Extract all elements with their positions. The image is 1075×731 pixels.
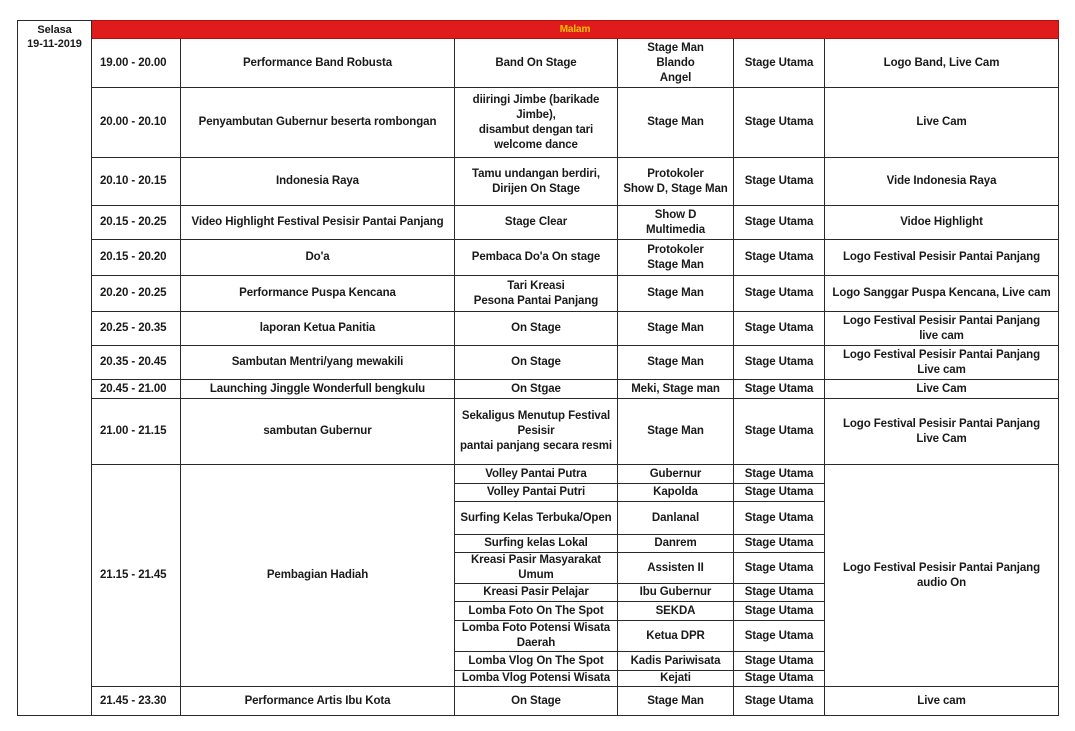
media-cell: Live cam: [825, 687, 1059, 716]
time-cell: 19.00 - 20.00: [92, 39, 181, 88]
venue-cell: Stage Utama: [734, 312, 825, 346]
venue-cell: Stage Utama: [734, 158, 825, 206]
schedule-row: [18, 380, 1059, 399]
event-cell: Performance Band Robusta: [181, 39, 455, 88]
action-cell: Tamu undangan berdiri, Dirijen On Stage: [455, 158, 618, 206]
session-header-row: [18, 21, 1059, 39]
venue-cell: Stage Utama: [734, 553, 825, 584]
award-category-cell: Kreasi Pasir Masyarakat Umum: [455, 553, 618, 584]
time-cell: 20.15 - 20.25: [92, 206, 181, 240]
action-cell: Sekaligus Menutup Festival Pesisir pantai panjang secara resmi: [455, 399, 618, 465]
day-cell: [18, 21, 92, 716]
award-presenter-cell: Danlanal: [618, 502, 734, 535]
event-cell: Sambutan Mentri/yang mewakili: [181, 346, 455, 380]
media-cell: Logo Festival Pesisir Pantai Panjang live cam: [825, 312, 1059, 346]
venue-cell: Stage Utama: [734, 602, 825, 621]
day-name: Selasa: [37, 24, 72, 36]
action-cell: On Stage: [455, 346, 618, 380]
venue-cell: Stage Utama: [734, 88, 825, 158]
time-cell: 20.15 - 20.20: [92, 240, 181, 276]
pic-cell: Protokoler Show D, Stage Man: [618, 158, 734, 206]
award-category-cell: Lomba Foto On The Spot: [455, 602, 618, 621]
award-category-cell: Volley Pantai Putri: [455, 484, 618, 502]
pic-cell: Stage Man: [618, 399, 734, 465]
schedule-row: [18, 39, 1059, 88]
venue-cell: Stage Utama: [734, 502, 825, 535]
media-cell: Live Cam: [825, 88, 1059, 158]
event-cell: Pembagian Hadiah: [181, 465, 455, 687]
award-category-cell: Lomba Vlog On The Spot: [455, 652, 618, 671]
action-cell: On Stgae: [455, 380, 618, 399]
media-cell: Logo Festival Pesisir Pantai Panjang Live Cam: [825, 399, 1059, 465]
venue-cell: Stage Utama: [734, 652, 825, 671]
award-presenter-cell: Danrem: [618, 535, 734, 553]
time-cell: 20.10 - 20.15: [92, 158, 181, 206]
action-cell: Band On Stage: [455, 39, 618, 88]
action-cell: Pembaca Do'a On stage: [455, 240, 618, 276]
pic-cell: Stage Man: [618, 687, 734, 716]
award-presenter-cell: SEKDA: [618, 602, 734, 621]
session-header: Malam: [92, 21, 1059, 39]
action-cell: Tari Kreasi Pesona Pantai Panjang: [455, 276, 618, 312]
media-cell: Vide Indonesia Raya: [825, 158, 1059, 206]
event-cell: laporan Ketua Panitia: [181, 312, 455, 346]
award-category-cell: Volley Pantai Putra: [455, 465, 618, 484]
media-cell: Logo Band, Live Cam: [825, 39, 1059, 88]
event-cell: Launching Jinggle Wonderfull bengkulu: [181, 380, 455, 399]
venue-cell: Stage Utama: [734, 380, 825, 399]
action-cell: On Stage: [455, 312, 618, 346]
time-cell: 21.45 - 23.30: [92, 687, 181, 716]
media-cell: Logo Festival Pesisir Pantai Panjang: [825, 240, 1059, 276]
time-cell: 21.15 - 21.45: [92, 465, 181, 687]
award-presenter-cell: Ketua DPR: [618, 621, 734, 652]
schedule-row: [18, 206, 1059, 240]
venue-cell: Stage Utama: [734, 465, 825, 484]
time-cell: 20.25 - 20.35: [92, 312, 181, 346]
media-cell: Logo Festival Pesisir Pantai Panjang Live cam: [825, 346, 1059, 380]
event-cell: Video Highlight Festival Pesisir Pantai Panjang: [181, 206, 455, 240]
schedule-table: [17, 20, 1059, 716]
schedule-row: [18, 88, 1059, 158]
pic-cell: Stage Man: [618, 276, 734, 312]
award-row: [18, 465, 1059, 484]
venue-cell: Stage Utama: [734, 584, 825, 602]
time-cell: 20.20 - 20.25: [92, 276, 181, 312]
schedule-row: [18, 276, 1059, 312]
venue-cell: Stage Utama: [734, 535, 825, 553]
award-presenter-cell: Kadis Pariwisata: [618, 652, 734, 671]
venue-cell: Stage Utama: [734, 346, 825, 380]
venue-cell: Stage Utama: [734, 399, 825, 465]
schedule-row: [18, 158, 1059, 206]
media-cell: Logo Festival Pesisir Pantai Panjang audio On: [825, 465, 1059, 687]
event-cell: Performance Artis Ibu Kota: [181, 687, 455, 716]
action-cell: diiringi Jimbe (barikade Jimbe), disambut dengan tari welcome dance: [455, 88, 618, 158]
pic-cell: Protokoler Stage Man: [618, 240, 734, 276]
venue-cell: Stage Utama: [734, 484, 825, 502]
award-presenter-cell: Kejati: [618, 671, 734, 687]
award-category-cell: Kreasi Pasir Pelajar: [455, 584, 618, 602]
pic-cell: Stage Man: [618, 346, 734, 380]
event-cell: sambutan Gubernur: [181, 399, 455, 465]
award-category-cell: Lomba Vlog Potensi Wisata: [455, 671, 618, 687]
award-category-cell: Surfing kelas Lokal: [455, 535, 618, 553]
pic-cell: Stage Man: [618, 312, 734, 346]
action-cell: On Stage: [455, 687, 618, 716]
pic-cell: Stage Man Blando Angel: [618, 39, 734, 88]
time-cell: 20.35 - 20.45: [92, 346, 181, 380]
venue-cell: Stage Utama: [734, 671, 825, 687]
time-cell: 20.00 - 20.10: [92, 88, 181, 158]
award-presenter-cell: Assisten II: [618, 553, 734, 584]
venue-cell: Stage Utama: [734, 276, 825, 312]
award-presenter-cell: Kapolda: [618, 484, 734, 502]
venue-cell: Stage Utama: [734, 39, 825, 88]
event-cell: Do'a: [181, 240, 455, 276]
media-cell: Live Cam: [825, 380, 1059, 399]
time-cell: 20.45 - 21.00: [92, 380, 181, 399]
schedule-row: [18, 240, 1059, 276]
action-cell: Stage Clear: [455, 206, 618, 240]
venue-cell: Stage Utama: [734, 240, 825, 276]
event-cell: Indonesia Raya: [181, 158, 455, 206]
day-date: 19-11-2019: [27, 38, 82, 50]
award-presenter-cell: Gubernur: [618, 465, 734, 484]
time-cell: 21.00 - 21.15: [92, 399, 181, 465]
pic-cell: Stage Man: [618, 88, 734, 158]
schedule-row: [18, 399, 1059, 465]
venue-cell: Stage Utama: [734, 206, 825, 240]
event-cell: Penyambutan Gubernur beserta rombongan: [181, 88, 455, 158]
venue-cell: Stage Utama: [734, 687, 825, 716]
award-presenter-cell: Ibu Gubernur: [618, 584, 734, 602]
schedule-sheet: [17, 20, 1059, 716]
award-category-cell: Surfing Kelas Terbuka/Open: [455, 502, 618, 535]
pic-cell: Show D Multimedia: [618, 206, 734, 240]
schedule-row: [18, 346, 1059, 380]
media-cell: Logo Sanggar Puspa Kencana, Live cam: [825, 276, 1059, 312]
media-cell: Vidoe Highlight: [825, 206, 1059, 240]
schedule-row: [18, 687, 1059, 716]
pic-cell: Meki, Stage man: [618, 380, 734, 399]
venue-cell: Stage Utama: [734, 621, 825, 652]
event-cell: Performance Puspa Kencana: [181, 276, 455, 312]
schedule-row: [18, 312, 1059, 346]
award-category-cell: Lomba Foto Potensi Wisata Daerah: [455, 621, 618, 652]
